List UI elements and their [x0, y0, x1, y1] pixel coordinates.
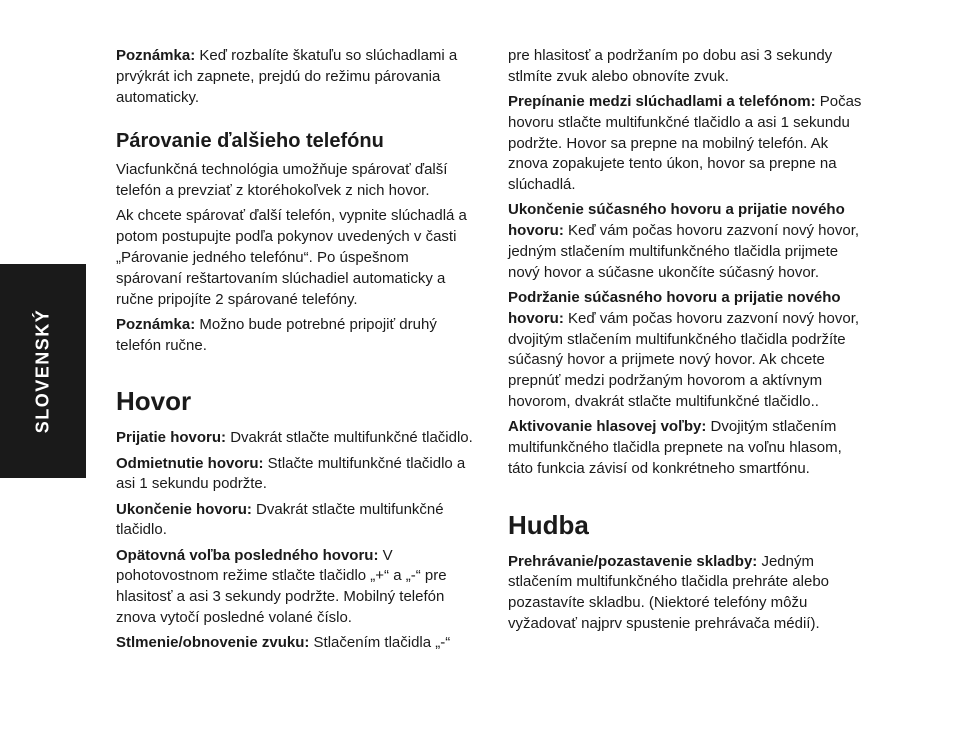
item-text: Keď vám počas hovoru zazvoní nový hovor, jedným stlačením multifunkčného tlačidla prijmete nový hovor a súčasne ukončíte súčasný hovor. [508, 222, 860, 281]
item-label: Ukončenie hovoru: [116, 500, 252, 518]
item-text: Dvakrát stlačte multifunkčné tlačidlo. [116, 500, 444, 539]
item-switch-audio [508, 92, 870, 196]
item-text: V pohotovostnom režime stlačte tlačidlo „+“ a „-“ pre hlasitosť a asi 3 sekundy podržte. Mobilný telefón znova vytočí posledné volané číslo. [116, 546, 447, 626]
item-reject-call [116, 454, 478, 496]
section-heading-call: Hovor [116, 386, 192, 417]
item-text: Stlačte multifunkčné tlačidlo a asi 1 sekundu podržte. [116, 454, 466, 493]
item-answer-call [116, 428, 478, 449]
item-voice-dial [508, 417, 870, 479]
item-label: Aktivovanie hlasovej voľby: [508, 418, 707, 436]
note-text: Možno bude potrebné pripojiť druhý telefón ručne. [116, 315, 437, 354]
item-text: Dvakrát stlačte multifunkčné tlačidlo. [226, 429, 473, 447]
item-hold-accept [508, 288, 870, 413]
right-column [508, 46, 870, 639]
item-label: Opätovná voľba posledného hovoru: [116, 546, 379, 564]
item-label: Podržanie súčasného hovoru a prijatie nového hovoru: [508, 288, 841, 327]
item-text: Jedným stlačením multifunkčného tlačidla prehráte alebo pozastavíte skladbu. (Niektoré telefóny môžu vyžadovať najprv spustenie prehrávača médií). [508, 552, 830, 632]
item-label: Prepínanie medzi slúchadlami a telefónom: [508, 92, 816, 110]
item-text: Keď vám počas hovoru zazvoní nový hovor, dvojitým stlačením multifunkčného tlačidla podržíte súčasný hovor a prijmete nový hovor. Ak chcete prepnúť medzi podržaným hovorom a aktívnym hovorom, dvakrát stlačte multifunkčné tlačidlo.. [508, 309, 860, 410]
section-heading-pair-another: Párovanie ďalšieho telefónu [116, 130, 384, 153]
item-mute-continued: pre hlasitosť a podržaním po dobu asi 3 sekundy stlmíte zvuk alebo obnovíte zvuk. [508, 47, 833, 85]
note-text: Keď rozbalíte škatuľu so slúchadlami a prvýkrát ich zapnete, prejdú do režimu párovania automaticky. [116, 47, 458, 106]
item-label: Odmietnutie hovoru: [116, 454, 264, 472]
paragraph-pair-steps: Ak chcete spárovať ďalší telefón, vypnite slúchadlá a potom postupujte podľa pokynov uvedených v časti „Párovanie jedného telefónu“. Po úspešnom spárovaní reštartovaním slúchadiel automaticky a ručne pripojíte 2 spárované telefóny. [116, 207, 467, 308]
item-redial [116, 546, 478, 629]
paragraph-multipoint: Viacfunkčná technológia umožňuje spárovať ďalší telefón a prevziať z ktoréhokoľvek z nich hovor. [116, 161, 448, 200]
note-label: Poznámka: [116, 47, 196, 64]
item-end-accept [508, 200, 870, 283]
item-label: Ukončenie súčasného hovoru a prijatie nového hovoru: [508, 201, 845, 240]
item-label: Stlmenie/obnovenie zvuku: [116, 634, 310, 652]
left-column [116, 46, 478, 658]
item-play-pause [508, 552, 870, 635]
language-label: SLOVENSKÝ [32, 308, 53, 434]
item-text: Počas hovoru stlačte multifunkčné tlačidlo a asi 1 sekundu podržte. Hovor sa prepne na mobilný telefón. Ak znova zopakujete tento úkon, hovor sa prepne na slúchadlá. [508, 92, 862, 194]
note-pairing-auto [116, 46, 478, 108]
item-text: Dvojitým stlačením multifunkčného tlačidla prepnete na voľnu hlasom, táto funkcia závisí od konkrétneho smartfónu. [508, 418, 842, 477]
item-label: Prehrávanie/pozastavenie skladby: [508, 552, 758, 570]
section-heading-music: Hudba [508, 509, 589, 540]
item-label: Prijatie hovoru: [116, 429, 227, 447]
note-manual-connect [116, 315, 478, 357]
item-end-call [116, 500, 478, 542]
language-side-tab [0, 264, 86, 478]
note-label: Poznámka: [116, 315, 196, 333]
item-text: Stlačením tlačidla „-“ [309, 634, 451, 652]
item-mute-start [116, 633, 478, 654]
